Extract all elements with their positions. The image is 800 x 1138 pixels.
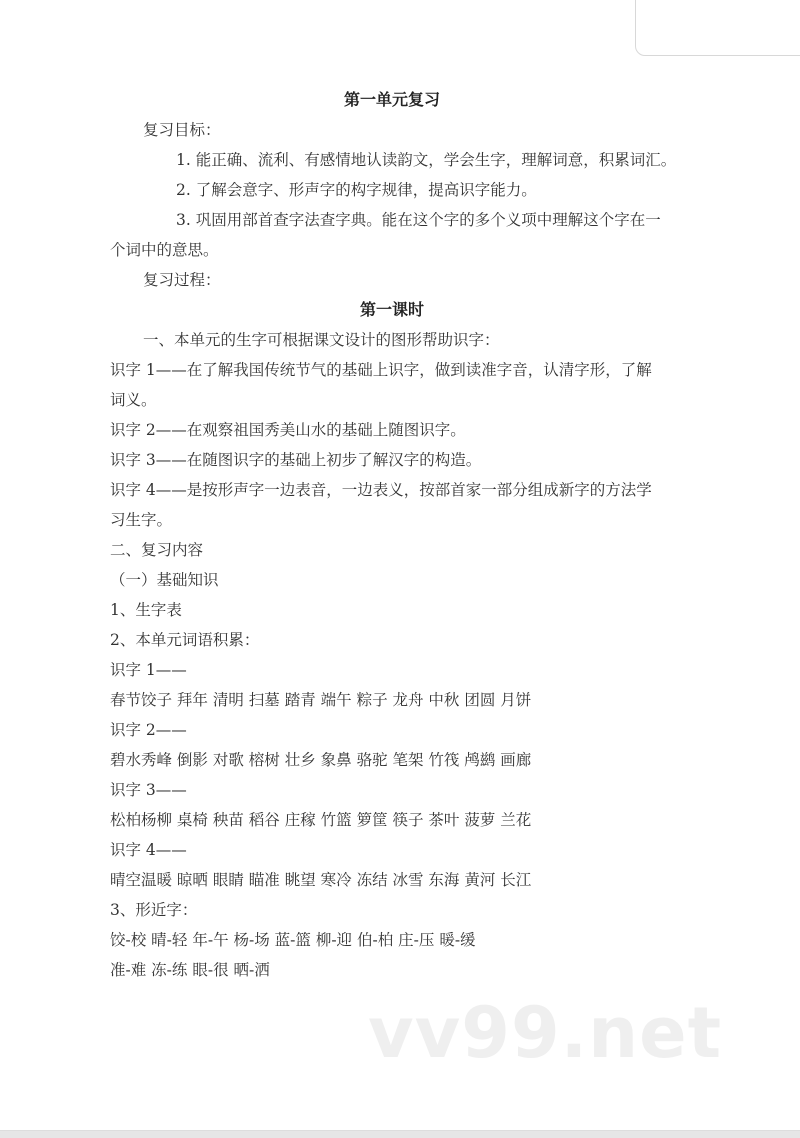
goal-2: 2. 了解会意字、形声字的构字规律，提高识字能力。 [176, 181, 537, 199]
goal-1: 1. 能正确、流利、有感情地认读韵文，学会生字，理解词意，积累词汇。 [176, 151, 677, 169]
body-line: 2、本单元词语积累： [110, 631, 260, 649]
body-line: 识字 3—— [110, 781, 187, 799]
body-line: 识字 2——在观察祖国秀美山水的基础上随图识字。 [110, 421, 466, 439]
goals-label: 复习目标： [143, 121, 221, 139]
goal-3: 3. 巩固用部首查字法查字典。能在这个字的多个义项中理解这个字在一 [176, 211, 661, 229]
body-line: 识字 4——是按形声字一边表音，一边表义，按部首家一部分组成新字的方法学 [110, 481, 652, 499]
document-title: 第一单元复习 [344, 90, 441, 109]
lesson-title: 第一课时 [360, 300, 425, 319]
watermark: vv99.net [368, 992, 723, 1074]
body-line: 二、复习内容 [110, 541, 204, 559]
body-line: 一、本单元的生字可根据课文设计的图形帮助识字： [143, 331, 500, 349]
body-line: 1、生字表 [110, 601, 182, 619]
body-line: 识字 3——在随图识字的基础上初步了解汉字的构造。 [110, 451, 482, 469]
body-line: 准-难 冻-练 眼-很 晒-洒 [110, 961, 270, 979]
process-label: 复习过程： [143, 271, 221, 289]
body-line: 3、形近字： [110, 901, 198, 919]
body-line: （一）基础知识 [110, 571, 219, 589]
body-line: 春节饺子 拜年 清明 扫墓 踏青 端午 粽子 龙舟 中秋 团圆 月饼 [110, 691, 532, 709]
body-line: 习生字。 [110, 511, 173, 529]
body-line: 碧水秀峰 倒影 对歌 榕树 壮乡 象鼻 骆驼 笔架 竹筏 鸬鹚 画廊 [110, 751, 532, 769]
body-line: 识字 1—— [110, 661, 187, 679]
body-line: 识字 1——在了解我国传统节气的基础上识字，做到读准字音，认清字形，了解 [110, 361, 652, 379]
body-line: 饺-校 晴-轻 年-午 杨-场 蓝-篮 柳-迎 伯-柏 庄-压 暖-缓 [110, 931, 476, 949]
goal-3-cont: 个词中的意思。 [110, 241, 219, 259]
body-line: 识字 2—— [110, 721, 187, 739]
page-corner-tab [635, 0, 800, 56]
body-line: 晴空温暖 晾晒 眼睛 瞄准 眺望 寒冷 冻结 冰雪 东海 黄河 长江 [110, 871, 532, 889]
body-line: 识字 4—— [110, 841, 187, 859]
body-line: 词义。 [110, 391, 157, 409]
body-line: 松柏杨柳 桌椅 秧苗 稻谷 庄稼 竹篮 箩筐 筷子 茶叶 菠萝 兰花 [110, 811, 532, 829]
